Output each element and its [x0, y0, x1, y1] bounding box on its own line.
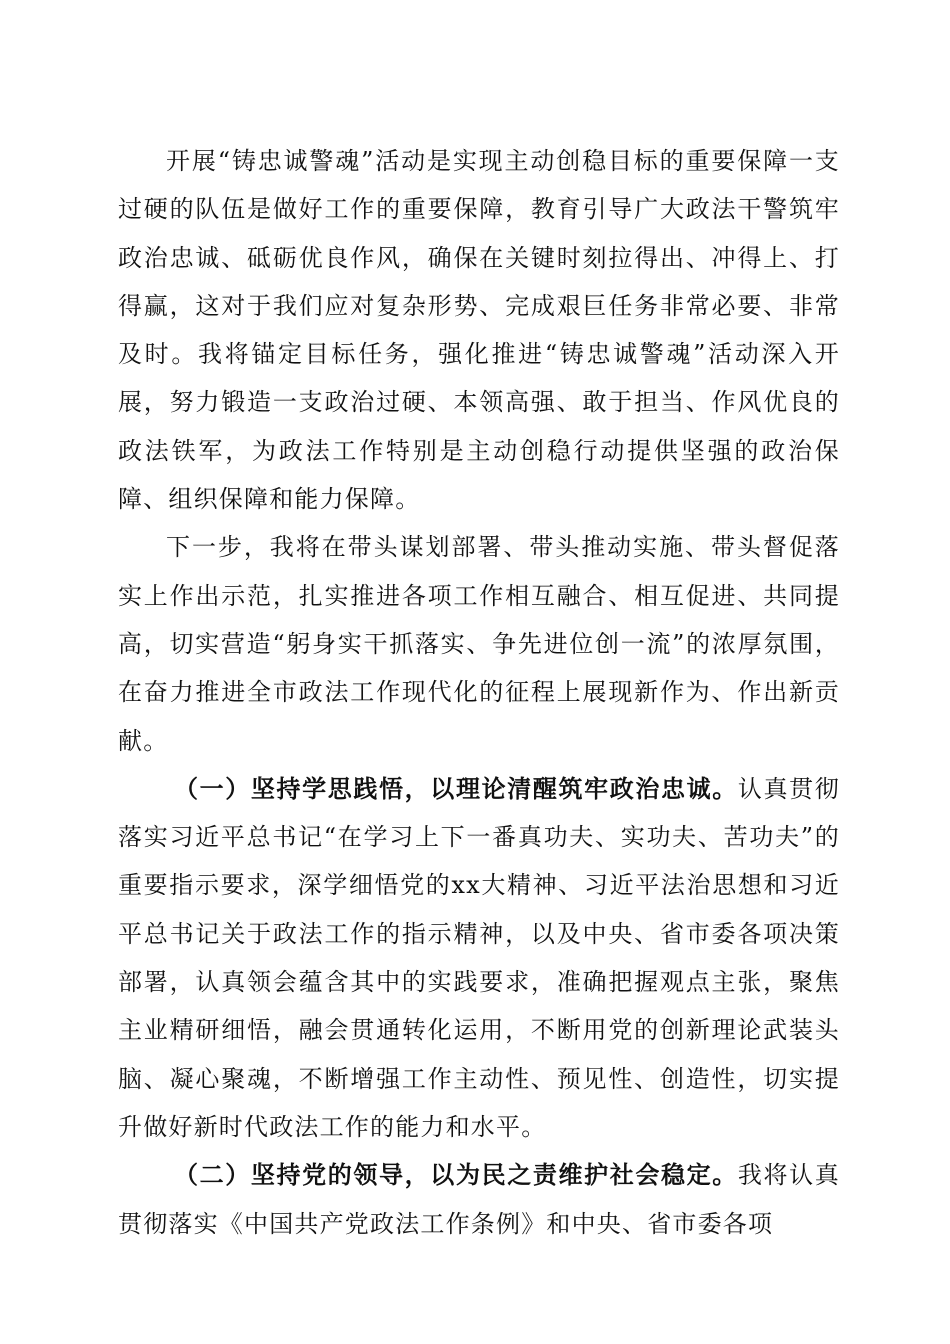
- section-heading: （二）坚持党的领导，以为民之责维护社会稳定。: [174, 1160, 738, 1190]
- paragraph-next-steps: [118, 523, 840, 764]
- paragraph-activity-significance: [118, 137, 840, 523]
- paragraph-text: 我将认真贯彻落实《中国共产党政法工作条例》和中央、省市委各项: [118, 1161, 840, 1238]
- section-two: [118, 1151, 840, 1248]
- section-heading: （一）坚持学思践悟，以理论清醒筑牢政治忠诚。: [174, 773, 738, 803]
- paragraph-text: 认真贯彻落实习近平总书记“在学习上下一番真功夫、实功夫、苦功夫”的重要指示要求，深学细悟党的xx大精神、习近平法治思想和习近平总书记关于政法工作的指示精神，以及中央、省市委各项决策部署，认真领会蕴含其中的实践要求，准确把握观点主张，聚焦主业精研细悟，融会贯通转化运用，不断用党的创新理论武装头脑、凝心聚魂，不断增强工作主动性、预见性、创造性，切实提升做好新时代政法工作的能力和水平。: [118, 774, 840, 1141]
- paragraph-text: 开展“铸忠诚警魂”活动是实现主动创稳目标的重要保障一支过硬的队伍是做好工作的重要保障，教育引导广大政法干警筑牢政治忠诚、砥砺优良作风，确保在关键时刻拉得出、冲得上、打得赢，这对于我们应对复杂形势、完成艰巨任务非常必要、非常及时。我将锚定目标任务，强化推进“铸忠诚警魂”活动深入开展，努力锻造一支政治过硬、本领高强、敢于担当、作风优良的政法铁军，为政法工作特别是主动创稳行动提供坚强的政治保障、组织保障和能力保障。: [118, 147, 840, 514]
- paragraph-text: 下一步，我将在带头谋划部署、带头推动实施、带头督促落实上作出示范，扎实推进各项工作相互融合、相互促进、共同提高，切实营造“躬身实干抓落实、争先进位创一流”的浓厚氛围，在奋力推进全市政法工作现代化的征程上展现新作为、作出新贡献。: [118, 533, 840, 755]
- section-one: [118, 765, 840, 1151]
- document-body: [118, 137, 840, 1248]
